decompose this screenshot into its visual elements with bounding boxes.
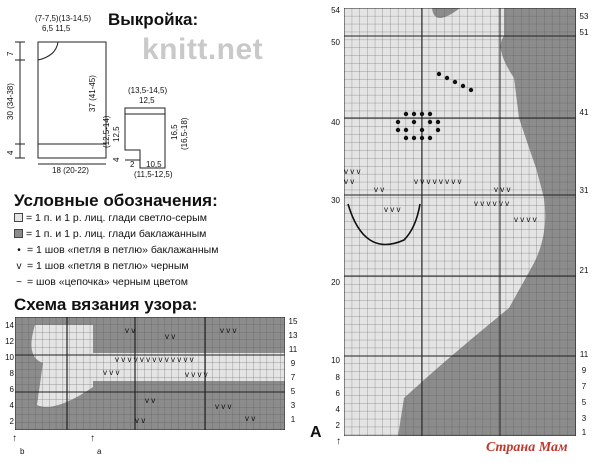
svg-text:v v v v: v v v v	[185, 370, 208, 379]
dim-sleeve-right-2: (16,5-18)	[180, 117, 189, 150]
svg-text:v v v: v v v	[344, 167, 361, 176]
svg-text:v v v: v v v	[384, 205, 401, 214]
dim-right-37: 37 (41-45)	[88, 75, 97, 112]
svg-text:v v: v v	[374, 185, 385, 194]
svg-text:v v: v v	[245, 414, 256, 423]
svg-text:v v v: v v v	[220, 326, 237, 335]
svg-text:v v v: v v v	[103, 368, 120, 377]
svg-text:v v v: v v v	[215, 402, 232, 411]
arrow-a-icon: ↑	[90, 433, 95, 444]
dim-sleeve-top: (13,5-14,5)	[128, 86, 168, 95]
arrow-b-icon: ↑	[12, 433, 17, 444]
svg-text:v v v v v v: v v v v v v	[474, 199, 510, 208]
svg-text:v v: v v	[135, 416, 146, 425]
arrow-b-label: b	[20, 447, 25, 456]
scheme-right-rows: 15 13 11 9 7 5 3 1	[288, 317, 298, 424]
dim-sleeve-left-4: 4	[112, 157, 121, 162]
svg-text:v v: v v	[125, 326, 136, 335]
dim-sleeve-right: 16,5	[170, 124, 179, 140]
svg-text:v v v: v v v	[494, 185, 511, 194]
dot-icon: •	[17, 245, 21, 256]
legend-item-dark: = 1 п. и 1 р. лиц. глади баклажанным	[14, 228, 218, 240]
scheme-chart	[15, 317, 285, 430]
light-box-icon	[14, 213, 23, 222]
scheme-title: Схема вязания узора:	[14, 295, 198, 314]
svg-text:v v v v: v v v v	[514, 215, 537, 224]
legend-item-chain: ~ = шов «цепочка» черным цветом	[14, 276, 218, 288]
legend-list	[14, 212, 218, 288]
chart-a-label: A	[310, 424, 322, 441]
legend-item-dot: • = 1 шов «петля в петлю» баклажанным	[14, 244, 218, 256]
v-stitch-icon: v	[16, 261, 22, 272]
scheme-left-rows: 14 12 10 8 6 4 2	[5, 321, 14, 426]
dim-top-widths: (7-7,5)(13-14,5)	[35, 14, 92, 23]
chart-a	[344, 8, 576, 436]
dim-top-widths-2: 6,5 11,5	[42, 24, 71, 33]
legend-item-v: v = 1 шов «петля в петлю» черным	[14, 260, 218, 272]
svg-text:v v: v v	[344, 177, 355, 186]
dim-sleeve-mark: 2	[130, 160, 135, 169]
pattern-title: Выкройка:	[108, 10, 199, 29]
dim-sleeve-left-2: 12,5	[112, 126, 121, 142]
dim-left-4: 4	[6, 150, 15, 155]
site-logo: Страна Мам	[486, 440, 568, 455]
arrow-a-label: a	[97, 447, 102, 456]
dim-sleeve-left: (12,5-14)	[102, 115, 111, 148]
chart-a-start-arrow-icon: ↑	[336, 436, 341, 447]
dim-sleeve-bottom-2: (11,5-12,5)	[134, 170, 173, 179]
dim-left-7: 7	[6, 51, 15, 56]
dim-left-30: 30 (34-38)	[6, 83, 15, 120]
dim-sleeve-top-2: 12,5	[139, 96, 155, 105]
dark-box-icon	[14, 229, 23, 238]
watermark-text: knitt.net	[142, 33, 264, 66]
legend-title: Условные обозначения:	[14, 191, 218, 210]
chain-stitch-icon: ~	[16, 277, 22, 288]
dim-bottom-18: 18 (20-22)	[52, 166, 89, 175]
legend-item-light: = 1 п. и 1 р. лиц. глади светло-серым	[14, 212, 218, 224]
svg-text:v v v v v v v v: v v v v v v v v	[414, 177, 462, 186]
svg-text:v v: v v	[145, 396, 156, 405]
svg-text:v v v v v v v v v v v v v: v v v v v v v v v v v v v	[115, 355, 194, 364]
svg-text:v v: v v	[165, 332, 176, 341]
dim-sleeve-bottom: 10,5	[146, 160, 162, 169]
